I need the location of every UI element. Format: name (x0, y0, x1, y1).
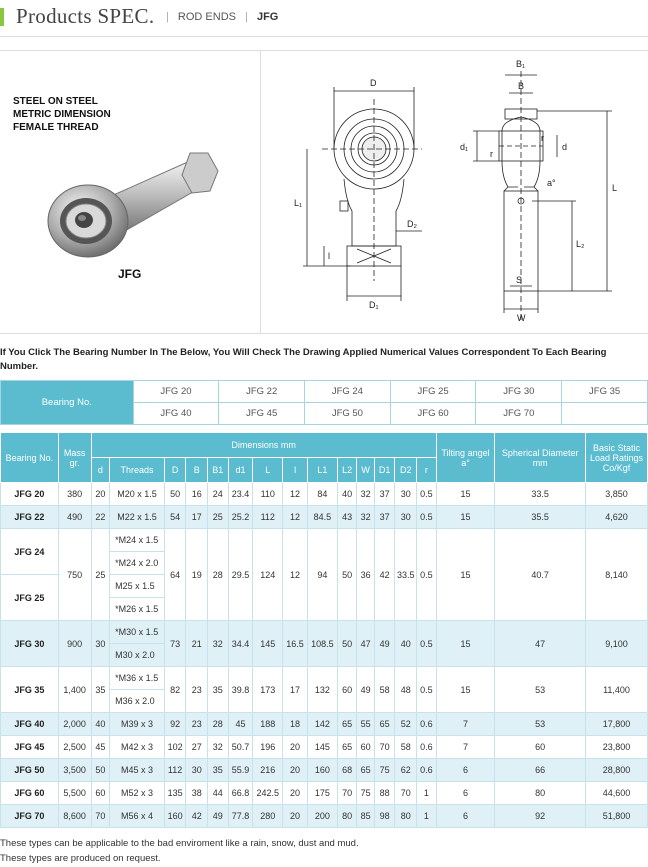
table-cell: 35 (208, 667, 229, 713)
table-cell: 53 (495, 667, 586, 713)
bearing-no-cell[interactable]: JFG 24 (1, 529, 59, 575)
table-cell: 112 (164, 759, 186, 782)
table-cell: 50.7 (228, 736, 253, 759)
bearing-link[interactable]: JFG 50 (305, 403, 391, 425)
product-desc-line: FEMALE THREAD (13, 122, 99, 133)
table-cell: 75 (357, 782, 375, 805)
table-cell: 50 (91, 759, 110, 782)
footer-note: These types are produced on request. (0, 853, 161, 864)
table-cell: 112 (253, 506, 283, 529)
table-cell: 5,500 (58, 782, 91, 805)
table-cell: 132 (307, 667, 337, 713)
col-header-threads: Threads (110, 458, 165, 483)
thread-cell: *M24 x 1.5 (110, 529, 165, 552)
table-cell: 15 (436, 506, 495, 529)
dim-label-angle: a° (547, 178, 556, 188)
bearing-link[interactable]: JFG 45 (219, 403, 305, 425)
thread-cell: M36 x 2.0 (110, 690, 165, 713)
product-desc-line: STEEL ON STEEL (13, 96, 98, 107)
bearing-no-cell[interactable]: JFG 25 (1, 575, 59, 621)
table-cell: 750 (58, 529, 91, 621)
dim-label-D: D (370, 78, 377, 88)
table-cell: 280 (253, 805, 283, 828)
table-cell: 37 (374, 483, 395, 506)
col-header-l: l (283, 458, 308, 483)
footer-notes (0, 836, 359, 866)
table-cell: 124 (253, 529, 283, 621)
table-cell: 35.5 (495, 506, 586, 529)
table-cell: 12 (283, 483, 308, 506)
table-cell: 142 (307, 713, 337, 736)
table-cell: 7 (436, 736, 495, 759)
bearing-selector-table (0, 380, 648, 425)
dim-label-l: l (328, 251, 330, 261)
table-row (1, 621, 648, 644)
table-cell: 33.5 (495, 483, 586, 506)
col-header-dimensions: Dimensions mm (91, 433, 436, 458)
table-row (1, 759, 648, 782)
table-cell: 175 (307, 782, 337, 805)
side-view (473, 71, 612, 321)
bearing-no-cell[interactable]: JFG 22 (1, 506, 59, 529)
table-row (1, 506, 648, 529)
table-cell: 20 (283, 805, 308, 828)
table-cell: 94 (307, 529, 337, 621)
table-cell: 50 (337, 529, 357, 621)
table-cell: 0.5 (417, 667, 437, 713)
table-cell: 32 (357, 506, 375, 529)
table-cell: 92 (164, 713, 186, 736)
col-header-r: r (417, 458, 437, 483)
bearing-no-cell[interactable]: JFG 60 (1, 782, 59, 805)
table-cell: 66.8 (228, 782, 253, 805)
table-cell: 70 (91, 805, 110, 828)
bearing-no-cell[interactable]: JFG 40 (1, 713, 59, 736)
table-cell: 0.5 (417, 506, 437, 529)
table-cell: 30 (395, 506, 417, 529)
table-cell: 40 (91, 713, 110, 736)
product-figure-panel (0, 50, 648, 334)
table-cell: 75 (374, 759, 395, 782)
dim-label-d1: d₁ (460, 142, 469, 152)
table-cell: 32 (357, 483, 375, 506)
table-cell: 8,140 (586, 529, 648, 621)
table-row (1, 736, 648, 759)
table-cell: 42 (186, 805, 208, 828)
table-cell: 27 (186, 736, 208, 759)
table-cell: 25.2 (228, 506, 253, 529)
table-cell: 70 (337, 782, 357, 805)
table-cell: 54 (164, 506, 186, 529)
table-cell: 80 (337, 805, 357, 828)
table-cell: 0.6 (417, 736, 437, 759)
table-cell: 23 (186, 713, 208, 736)
table-cell: 47 (495, 621, 586, 667)
table-cell: M42 x 3 (110, 736, 165, 759)
table-cell: 0.5 (417, 529, 437, 621)
table-cell: 8,600 (58, 805, 91, 828)
dim-label-W: W (517, 313, 526, 323)
dim-label-L1: L₁ (294, 198, 303, 208)
table-cell: 77.8 (228, 805, 253, 828)
table-cell: 70 (395, 782, 417, 805)
thread-cell: M30 x 2.0 (110, 644, 165, 667)
table-cell: 17,800 (586, 713, 648, 736)
breadcrumb-current: JFG (256, 11, 279, 23)
table-cell: 30 (395, 483, 417, 506)
panel-divider (260, 51, 261, 333)
bearing-link[interactable]: JFG 25 (390, 381, 476, 403)
table-cell: 135 (164, 782, 186, 805)
table-cell: 44,600 (586, 782, 648, 805)
spec-table (0, 432, 648, 828)
table-cell: 23 (186, 667, 208, 713)
table-cell: 62 (395, 759, 417, 782)
table-cell: 84.5 (307, 506, 337, 529)
table-cell: M22 x 1.5 (110, 506, 165, 529)
col-header-tilt: Tilting angel a° (436, 433, 495, 483)
col-header-B: B (186, 458, 208, 483)
bearing-link[interactable]: JFG 30 (476, 381, 562, 403)
col-header-d1: d1 (228, 458, 253, 483)
table-cell: 20 (91, 483, 110, 506)
table-cell: 50 (337, 621, 357, 667)
table-cell: 25 (91, 529, 110, 621)
table-cell: 42 (374, 529, 395, 621)
table-cell: 196 (253, 736, 283, 759)
col-header-D2: D2 (395, 458, 417, 483)
table-cell: 50 (164, 483, 186, 506)
table-cell: 1 (417, 805, 437, 828)
table-cell: 65 (374, 713, 395, 736)
table-cell: 49 (374, 621, 395, 667)
table-cell: 3,500 (58, 759, 91, 782)
table-cell: 1 (417, 782, 437, 805)
dim-label-D2: D₂ (407, 219, 417, 229)
table-cell: 6 (436, 805, 495, 828)
breadcrumb-separator: | (166, 11, 169, 23)
table-row (1, 782, 648, 805)
table-cell: 58 (395, 736, 417, 759)
product-description (13, 95, 111, 134)
table-cell: 47 (357, 621, 375, 667)
page-title: Products SPEC. (16, 4, 155, 28)
table-cell: 4,620 (586, 506, 648, 529)
table-cell: 52 (395, 713, 417, 736)
table-cell: 173 (253, 667, 283, 713)
table-cell: 53 (495, 713, 586, 736)
table-cell: 60 (357, 736, 375, 759)
table-cell: 380 (58, 483, 91, 506)
footer-note: These types can be applicable to the bad enviroment like a rain, snow, dust and mud. (0, 838, 359, 849)
rod-end-product-image (40, 131, 220, 261)
col-header-L2: L2 (337, 458, 357, 483)
dim-label-L2: L₂ (576, 239, 585, 249)
table-cell: 44 (208, 782, 229, 805)
table-cell: 92 (495, 805, 586, 828)
table-cell: 22 (91, 506, 110, 529)
table-cell: 0.5 (417, 483, 437, 506)
thread-cell: *M30 x 1.5 (110, 621, 165, 644)
table-cell: 84 (307, 483, 337, 506)
table-cell: 11,400 (586, 667, 648, 713)
table-cell: 15 (436, 621, 495, 667)
bearing-no-cell[interactable]: JFG 70 (1, 805, 59, 828)
table-cell: 48 (395, 667, 417, 713)
dim-label-d: d (562, 142, 568, 152)
table-cell: 15 (436, 529, 495, 621)
bearing-link[interactable]: JFG 60 (390, 403, 476, 425)
col-header-load: Basic Static Load Ratings Co/Kgf (586, 433, 648, 483)
table-cell: 40.7 (495, 529, 586, 621)
table-cell: 64 (164, 529, 186, 621)
table-cell: 45 (91, 736, 110, 759)
table-cell: 12 (283, 529, 308, 621)
col-header-B1: B1 (208, 458, 229, 483)
table-cell: M45 x 3 (110, 759, 165, 782)
front-view (303, 87, 422, 301)
table-cell: 19 (186, 529, 208, 621)
table-cell: M39 x 3 (110, 713, 165, 736)
table-cell: 16.5 (283, 621, 308, 667)
table-cell: 58 (374, 667, 395, 713)
breadcrumb (160, 11, 278, 23)
table-cell: 65 (337, 736, 357, 759)
bearing-no-cell[interactable]: JFG 50 (1, 759, 59, 782)
table-row (1, 805, 648, 828)
table-cell: 88 (374, 782, 395, 805)
table-cell: 98 (374, 805, 395, 828)
table-cell: 9,100 (586, 621, 648, 667)
bearing-no-cell[interactable]: JFG 20 (1, 483, 59, 506)
table-cell: 900 (58, 621, 91, 667)
table-cell: 51,800 (586, 805, 648, 828)
bearing-link[interactable]: JFG 24 (305, 381, 391, 403)
table-cell: 36 (357, 529, 375, 621)
instruction-note: If You Click The Bearing Number In The Below, You Will Check The Drawing Applied Numerical Values Correspondent To Each Bearing Number. (0, 347, 607, 372)
page-header (0, 0, 648, 36)
breadcrumb-separator: | (245, 11, 248, 23)
table-cell: 65 (337, 713, 357, 736)
thread-cell: *M24 x 2.0 (110, 552, 165, 575)
table-cell: M56 x 4 (110, 805, 165, 828)
table-cell: 20 (283, 759, 308, 782)
table-cell: 32 (208, 621, 229, 667)
dim-label-B: B (518, 81, 525, 91)
technical-drawing (262, 51, 646, 333)
table-cell: 82 (164, 667, 186, 713)
table-cell: 242.5 (253, 782, 283, 805)
table-row (1, 483, 648, 506)
table-cell: 49 (208, 805, 229, 828)
col-header-W: W (357, 458, 375, 483)
table-cell: 21 (186, 621, 208, 667)
col-header-L1: L1 (307, 458, 337, 483)
table-cell: 3,850 (586, 483, 648, 506)
table-cell: 35 (208, 759, 229, 782)
table-cell: 40 (395, 621, 417, 667)
table-cell: 25 (208, 506, 229, 529)
table-cell: 73 (164, 621, 186, 667)
table-cell: 55.9 (228, 759, 253, 782)
table-cell: 38 (186, 782, 208, 805)
table-cell: 216 (253, 759, 283, 782)
bearing-link[interactable]: JFG 70 (476, 403, 562, 425)
table-cell: 40 (337, 483, 357, 506)
table-cell: 45 (228, 713, 253, 736)
table-cell: 23.4 (228, 483, 253, 506)
thread-cell: M25 x 1.5 (110, 575, 165, 598)
dim-label-B1: B₁ (516, 59, 526, 69)
table-cell: 145 (307, 736, 337, 759)
product-name: JFG (118, 267, 142, 281)
table-cell: M20 x 1.5 (110, 483, 165, 506)
bearing-link[interactable]: JFG 22 (219, 381, 305, 403)
table-cell: 30 (91, 621, 110, 667)
col-header-L: L (253, 458, 283, 483)
col-header-D1: D1 (374, 458, 395, 483)
table-cell: 20 (283, 736, 308, 759)
table-cell: 6 (436, 759, 495, 782)
table-cell: 60 (495, 736, 586, 759)
table-cell: 15 (436, 483, 495, 506)
thread-cell: *M26 x 1.5 (110, 598, 165, 621)
table-cell: 17 (283, 667, 308, 713)
bearing-link[interactable]: JFG 20 (133, 381, 219, 403)
table-cell: 0.6 (417, 759, 437, 782)
bearing-link[interactable]: JFG 40 (133, 403, 219, 425)
table-cell: 200 (307, 805, 337, 828)
table-cell: 66 (495, 759, 586, 782)
bearing-no-cell[interactable]: JFG 35 (1, 667, 59, 713)
col-header-d: d (91, 458, 110, 483)
bearing-link[interactable]: JFG 35 (562, 381, 648, 403)
table-cell: 28 (208, 529, 229, 621)
title-accent-bar (0, 8, 4, 26)
table-cell: 28 (208, 713, 229, 736)
table-cell: 85 (357, 805, 375, 828)
table-cell: 0.5 (417, 621, 437, 667)
table-cell: 32 (208, 736, 229, 759)
table-cell: 145 (253, 621, 283, 667)
table-cell: 102 (164, 736, 186, 759)
table-cell: 1,400 (58, 667, 91, 713)
table-cell: 6 (436, 782, 495, 805)
table-cell: 2,500 (58, 736, 91, 759)
dim-label-r-right: r (541, 133, 544, 143)
col-header-mass: Mass gr. (58, 433, 91, 483)
table-cell: 30 (186, 759, 208, 782)
table-cell: 2,000 (58, 713, 91, 736)
table-cell: 12 (283, 506, 308, 529)
dim-label-r-left: r (490, 149, 493, 159)
table-cell: 188 (253, 713, 283, 736)
table-cell: 490 (58, 506, 91, 529)
table-cell: 160 (307, 759, 337, 782)
table-cell: 15 (436, 667, 495, 713)
dim-label-D1: D₁ (369, 300, 379, 310)
header-rule (0, 36, 648, 37)
table-cell: 55 (357, 713, 375, 736)
table-cell: 80 (495, 782, 586, 805)
dim-label-L: L (612, 183, 618, 193)
table-cell: 33.5 (395, 529, 417, 621)
table-cell: 0.6 (417, 713, 437, 736)
table-row (1, 713, 648, 736)
table-cell: M52 x 3 (110, 782, 165, 805)
table-cell: 70 (374, 736, 395, 759)
table-row (1, 529, 648, 552)
table-cell: 108.5 (307, 621, 337, 667)
dim-label-S: S (516, 275, 523, 285)
table-cell: 28,800 (586, 759, 648, 782)
table-cell: 20 (283, 782, 308, 805)
table-cell: 37 (374, 506, 395, 529)
table-cell: 23,800 (586, 736, 648, 759)
table-cell: 60 (91, 782, 110, 805)
bearing-no-cell[interactable]: JFG 30 (1, 621, 59, 667)
breadcrumb-section[interactable]: ROD ENDS (177, 11, 236, 23)
col-header-spherical: Spherical Diameter mm (495, 433, 586, 483)
selector-label: Bearing No. (1, 381, 134, 425)
table-cell: 68 (337, 759, 357, 782)
product-desc-line: METRIC DIMENSION (13, 109, 111, 120)
col-header-D: D (164, 458, 186, 483)
table-cell: 39.8 (228, 667, 253, 713)
table-cell: 65 (357, 759, 375, 782)
thread-cell: *M36 x 1.5 (110, 667, 165, 690)
table-cell: 160 (164, 805, 186, 828)
table-cell: 7 (436, 713, 495, 736)
table-row (1, 667, 648, 690)
table-cell: 16 (186, 483, 208, 506)
table-cell: 80 (395, 805, 417, 828)
table-cell: 110 (253, 483, 283, 506)
bearing-no-cell[interactable]: JFG 45 (1, 736, 59, 759)
table-cell: 24 (208, 483, 229, 506)
table-cell: 17 (186, 506, 208, 529)
col-header-bearing: Bearing No. (1, 433, 59, 483)
table-cell: 35 (91, 667, 110, 713)
table-cell: 18 (283, 713, 308, 736)
table-cell: 29.5 (228, 529, 253, 621)
table-cell: 43 (337, 506, 357, 529)
table-cell: 34.4 (228, 621, 253, 667)
selector-empty-cell (562, 403, 648, 425)
table-cell: 49 (357, 667, 375, 713)
table-cell: 60 (337, 667, 357, 713)
